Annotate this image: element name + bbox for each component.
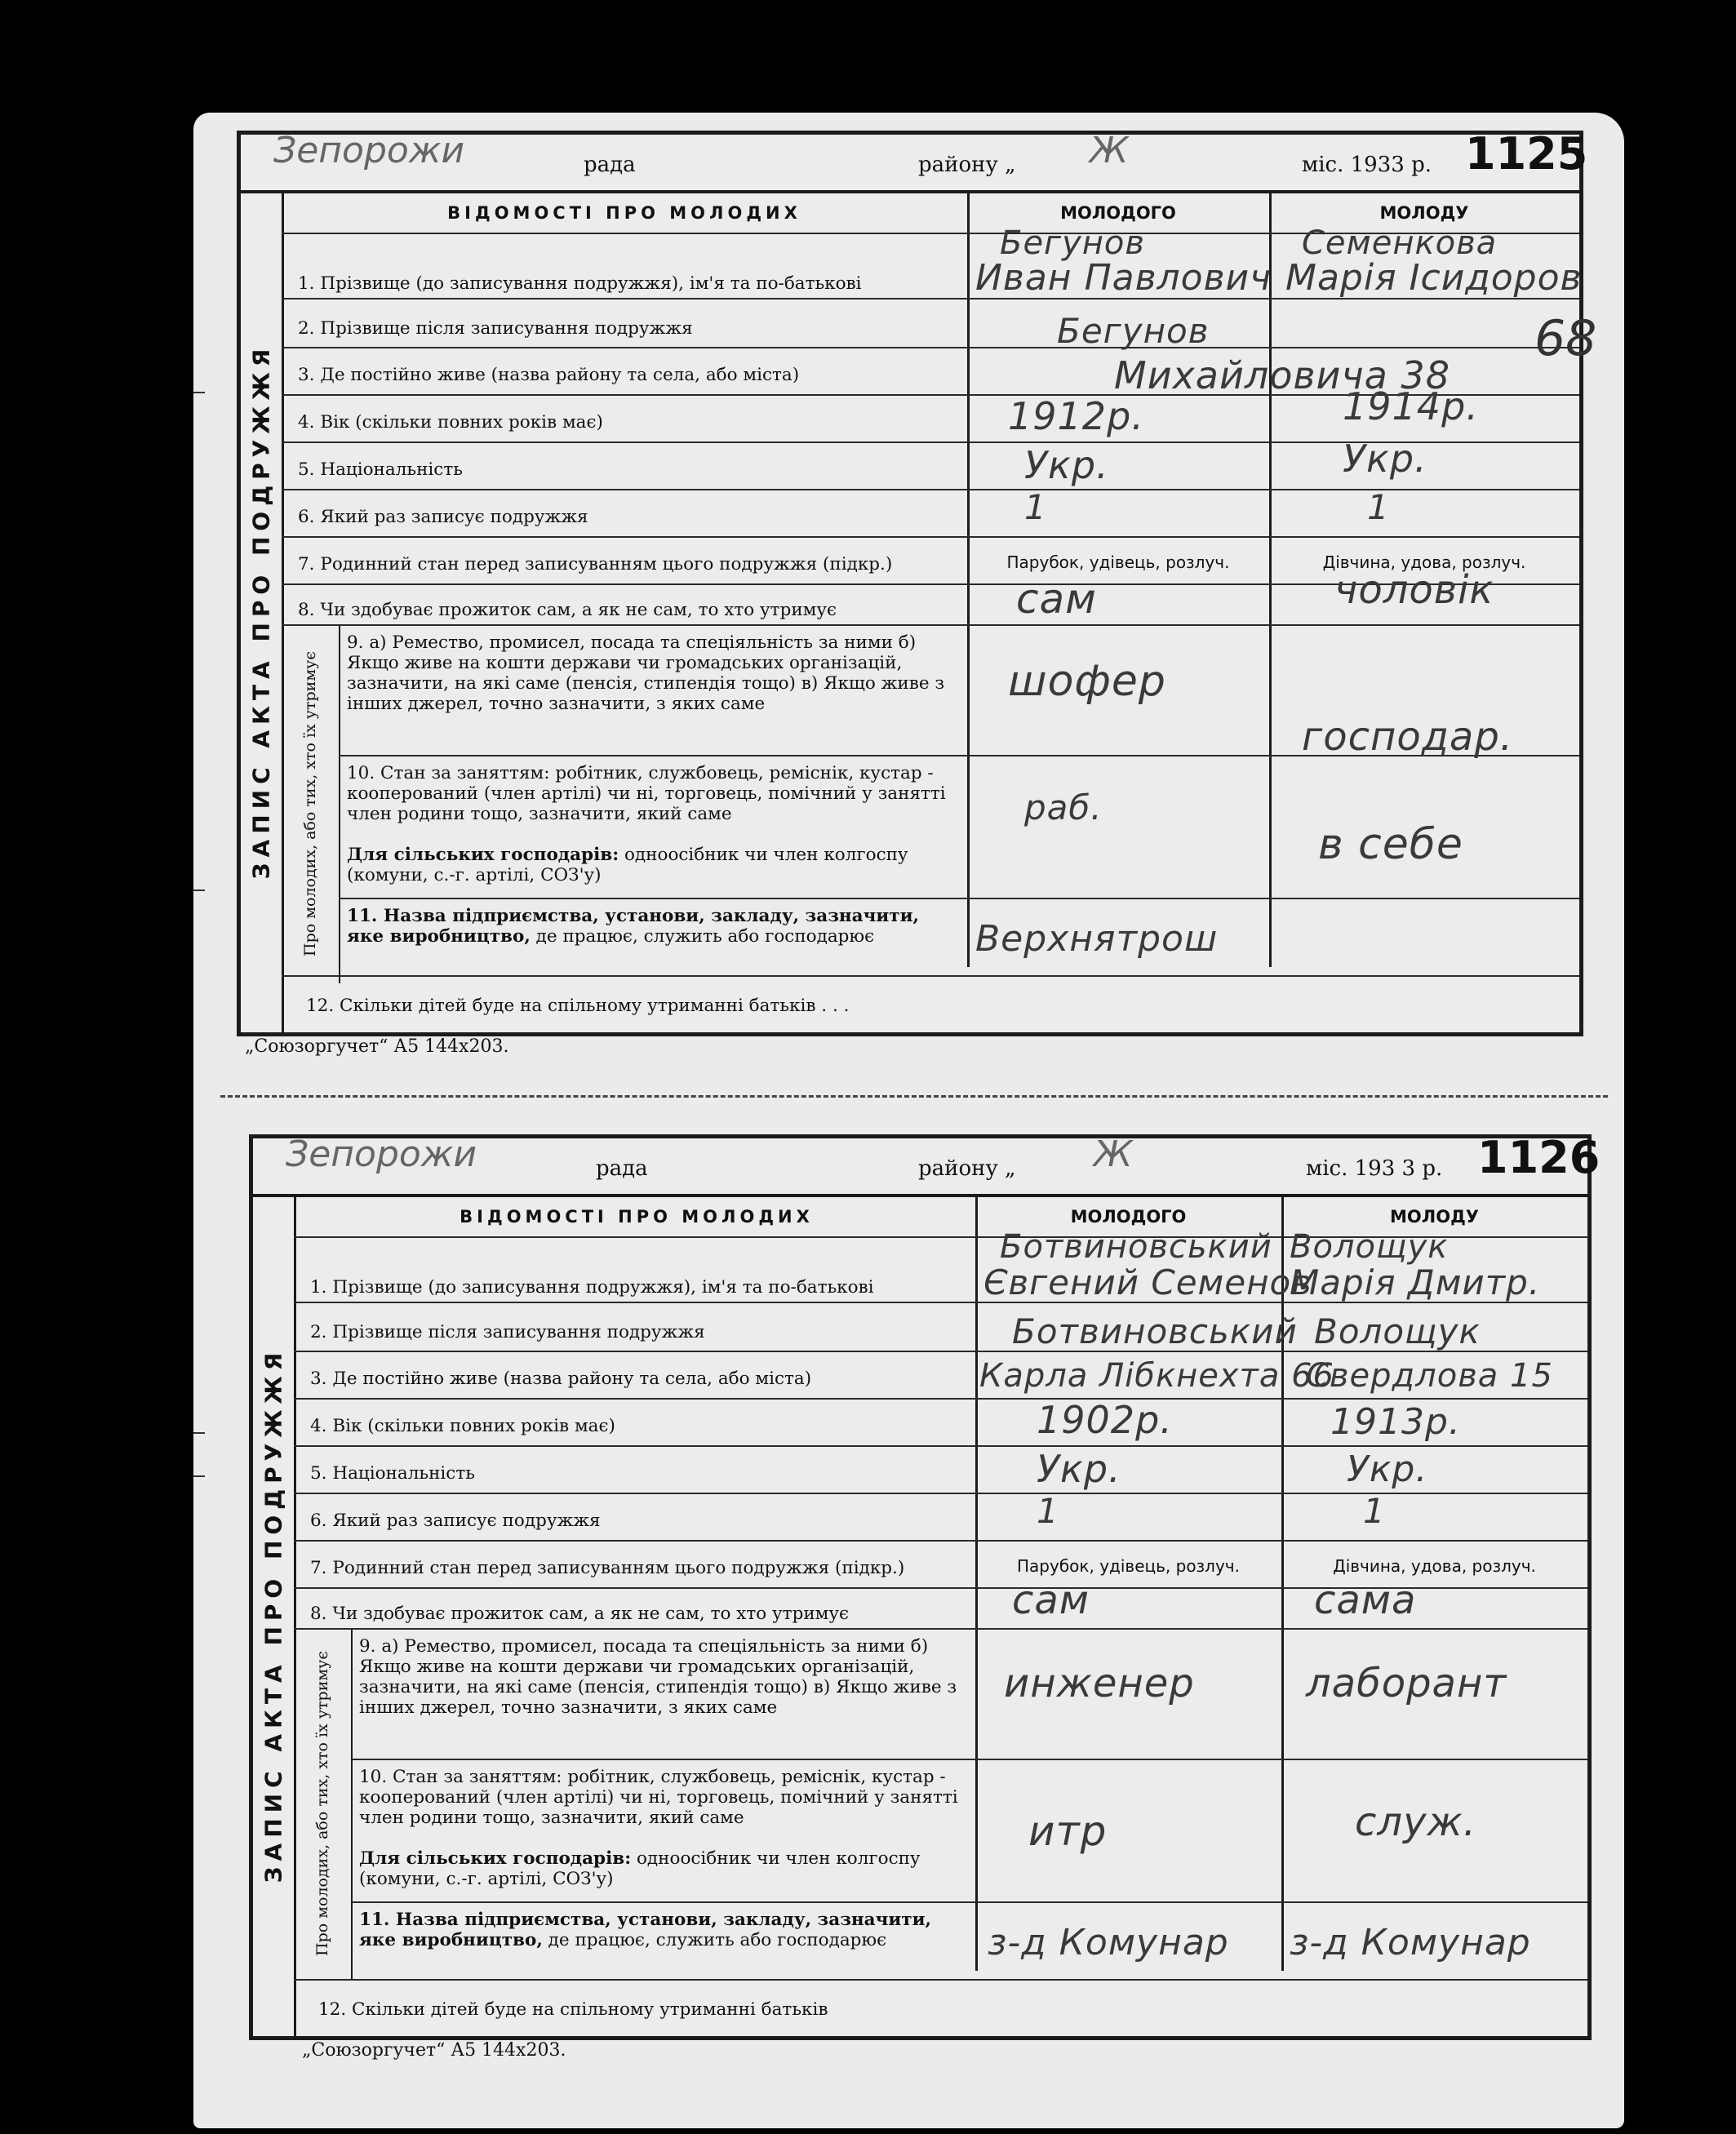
column-divider <box>967 190 970 967</box>
bride-status: в себе <box>1318 820 1463 869</box>
district-handwritten: Ж <box>1094 1134 1133 1175</box>
row-line <box>282 624 1579 626</box>
groom-surname-after: Ботвиновський <box>1012 1311 1298 1351</box>
question-6: 6. Який раз записує подружжя <box>298 507 588 527</box>
margin-tick <box>193 392 205 393</box>
column-divider <box>1269 190 1272 967</box>
council-name-handwritten: Зепорожи <box>286 1134 477 1175</box>
bride-surname-before: Семенкова <box>1302 224 1498 262</box>
question-6: 6. Який раз записує подружжя <box>310 1511 601 1531</box>
groom-address: Карла Лібкнехта 66 <box>979 1357 1334 1395</box>
groom-name: Иван Павлович <box>975 257 1272 299</box>
side-title-column <box>241 190 284 1032</box>
form-footer: „Союзоргучет“ А5 144x203. <box>302 2040 566 2061</box>
groom-workplace: Верхнятрош <box>975 918 1219 960</box>
question-11-text: де працює, служить або господарює <box>535 926 875 947</box>
council-label: рада <box>584 153 636 177</box>
column-divider <box>975 1194 978 1971</box>
row-line <box>351 1901 1587 1903</box>
groom-livelihood: сам <box>1016 575 1097 623</box>
question-2: 2. Прізвище після записування подружжя <box>298 318 693 339</box>
question-9: 9. а) Ремество, промисел, посада та спеціяльність за ними б) Якщо живе на кошти держави чи громадських організацій, зазначити, на які саме (пенсія, стипендія тощо) в) Якщо живе з інших джерел, точно зазначити, з яких саме <box>347 632 945 714</box>
question-8: 8. Чи здобуває прожиток сам, а як не сам, то хто утримує <box>298 600 837 620</box>
groom-times: 1 <box>1024 487 1047 527</box>
question-10-farmers-text: одноосібник чи член колгоспу (комуни, с.-г. артілі, СОЗ'у) <box>359 1848 921 1889</box>
bride-occupation: лаборант <box>1306 1661 1507 1706</box>
marriage-record-form-2 <box>249 1132 1601 2040</box>
question-11 <box>359 1910 967 1950</box>
groom-status: раб. <box>1024 787 1103 827</box>
question-10-farmers <box>359 1848 967 1889</box>
bride-times: 1 <box>1367 487 1390 527</box>
bride-surname-before: Волощук <box>1290 1228 1449 1266</box>
council-name-handwritten: Зепорожи <box>273 130 465 171</box>
margin-note: 68 <box>1534 310 1597 367</box>
question-10-farmers-text: одноосібник чи член колгоспу (комуни, с.-г. артілі, СОЗ'у) <box>347 845 908 885</box>
groom-occupation: инженер <box>1004 1661 1195 1706</box>
margin-tick <box>193 1475 205 1477</box>
question-2: 2. Прізвище після записування подружжя <box>310 1322 705 1342</box>
groom-times: 1 <box>1037 1491 1059 1531</box>
bride-surname-after: Волощук <box>1314 1311 1481 1351</box>
groom-workplace: з-д Комунар <box>988 1922 1229 1963</box>
form-footer: „Союзоргучет“ А5 144x203. <box>245 1036 509 1057</box>
question-3: 3. Де постійно живе (назва району та села, або міста) <box>310 1369 812 1389</box>
groom-surname-after: Бегунов <box>1057 311 1210 351</box>
row-line <box>294 1445 1587 1447</box>
bride-workplace: з-д Комунар <box>1290 1922 1531 1963</box>
cut-line <box>220 1095 1608 1098</box>
sub-side-column <box>282 624 340 983</box>
groom-occupation: шофер <box>1008 657 1166 706</box>
bride-name: Марія Дмитр. <box>1290 1262 1541 1302</box>
question-10-farmers-label: Для сільських господарів: <box>359 1848 632 1869</box>
month-label: міс. 193 3 р. <box>1306 1156 1443 1181</box>
question-4: 4. Вік (скільки повних років має) <box>298 412 603 433</box>
question-1: 1. Прізвище (до записування подружжя), ім'я та по-батькові <box>310 1277 874 1298</box>
groom-surname-before: Бегунов <box>1000 224 1145 262</box>
question-12: 12. Скільки дітей буде на спільному утриманні батьків <box>318 1999 828 2020</box>
question-5: 5. Національність <box>298 459 463 480</box>
margin-tick <box>193 890 205 891</box>
question-11 <box>347 906 959 947</box>
bride-status-options: Дівчина, удова, розлуч. <box>1333 1556 1536 1576</box>
groom-surname-before: Ботвиновський <box>1000 1228 1272 1266</box>
row-line <box>294 1628 1587 1630</box>
bride-livelihood: чоловік <box>1334 567 1494 613</box>
bride-status: служ. <box>1355 1799 1476 1845</box>
column-divider <box>1281 1194 1284 1971</box>
bride-age: 1913р. <box>1330 1401 1461 1443</box>
groom-nationality: Укр. <box>1037 1447 1121 1491</box>
bride-address: Свердлова 15 <box>1306 1357 1553 1395</box>
row-line <box>294 1398 1587 1400</box>
bride-livelihood: сама <box>1314 1577 1417 1623</box>
row-line <box>339 898 1579 899</box>
question-11-text: де працює, служить або господарює <box>548 1930 887 1950</box>
bride-status-options: Дівчина, удова, розлуч. <box>1322 552 1526 572</box>
question-10-farmers-label: Для сільських господарів: <box>347 845 619 865</box>
question-4: 4. Вік (скільки повних років має) <box>310 1416 615 1436</box>
question-7: 7. Родинний стан перед записуванням цього подружжя (підкр.) <box>298 554 893 575</box>
side-title-column <box>253 1194 296 2036</box>
column-header-groom: МОЛОДОГО <box>1060 203 1176 223</box>
groom-status: итр <box>1028 1808 1108 1855</box>
question-5: 5. Національність <box>310 1463 475 1484</box>
question-8: 8. Чи здобуває прожиток сам, а як не сам, то хто утримує <box>310 1604 850 1624</box>
question-3: 3. Де постійно живе (назва району та села, або міста) <box>298 365 800 385</box>
district-handwritten: Ж <box>1090 130 1129 171</box>
column-header-groom: МОЛОДОГО <box>1070 1207 1187 1227</box>
groom-age: 1902р. <box>1037 1398 1173 1442</box>
column-header-bride: МОЛОДУ <box>1390 1207 1479 1227</box>
sub-side-column <box>294 1628 353 1979</box>
sub-side-title: Про молодих, або тих, хто їх утримує <box>313 1651 331 1956</box>
bride-name: Марія Ісидоров <box>1285 257 1583 299</box>
district-label: району „ <box>918 153 1016 177</box>
question-10: 10. Стан за заняттям: робітник, службовець, реміснік, кустар - кооперований (член артілі) чи ні, торговець, помічний у занятті член родини тощо, зазначити, який саме <box>359 1767 958 1828</box>
row-line <box>282 536 1579 538</box>
row-line <box>294 1979 1587 1981</box>
form-header <box>241 128 1588 193</box>
row-line <box>282 975 1579 977</box>
form-header <box>253 1132 1601 1197</box>
row-line <box>282 347 1579 348</box>
marriage-record-form-1 <box>237 128 1588 1036</box>
record-number: 1125 <box>1465 128 1588 180</box>
month-label: міс. 1933 р. <box>1302 153 1432 177</box>
groom-status-options: Парубок, удівець, розлуч. <box>1006 552 1230 572</box>
groom-name: Євгений Семенов <box>983 1262 1312 1302</box>
row-line <box>294 1540 1587 1542</box>
groom-livelihood: сам <box>1012 1577 1090 1623</box>
groom-age: 1912р. <box>1008 394 1144 438</box>
side-title: ЗАПИС АКТА ПРО ПОДРУЖЖЯ <box>260 1347 287 1883</box>
bride-nationality: Укр. <box>1347 1449 1428 1490</box>
column-header-bride: МОЛОДУ <box>1379 203 1469 223</box>
column-header-info: ВІДОМОСТІ ПРО МОЛОДИХ <box>460 1207 814 1227</box>
bride-nationality: Укр. <box>1343 437 1427 481</box>
record-number: 1126 <box>1477 1132 1601 1183</box>
groom-status-options: Парубок, удівець, розлуч. <box>1017 1556 1240 1576</box>
sub-side-title: Про молодих, або тих, хто їх утримує <box>301 651 319 956</box>
margin-tick <box>193 1432 205 1434</box>
district-label: району „ <box>918 1156 1016 1181</box>
question-10-farmers <box>347 845 959 885</box>
question-12: 12. Скільки дітей буде на спільному утриманні батьків . . . <box>306 996 850 1016</box>
bride-occupation: господар. <box>1302 714 1514 760</box>
question-10: 10. Стан за заняттям: робітник, службовець, реміснік, кустар - кооперований (член артілі) чи ні, торговець, помічний у занятті член родини тощо, зазначити, який саме <box>347 763 946 824</box>
bride-times: 1 <box>1363 1491 1386 1531</box>
groom-nationality: Укр. <box>1024 443 1109 487</box>
row-line <box>294 1493 1587 1494</box>
side-title: ЗАПИС АКТА ПРО ПОДРУЖЖЯ <box>247 343 275 880</box>
question-11-label: 11. Назва підприємства, установи, закладу, зазначити, яке виробництво, <box>359 1910 932 1950</box>
row-line <box>351 1759 1587 1760</box>
groom-address: Михайловича 38 <box>1114 353 1450 397</box>
question-9: 9. а) Ремество, промисел, посада та спеціяльність за ними б) Якщо живе на кошти держави чи громадських організацій, зазначити, на які саме (пенсія, стипендія тощо) в) Якщо живе з інших джерел, точно зазначити, з яких саме <box>359 1636 957 1718</box>
question-1: 1. Прізвище (до записування подружжя), ім'я та по-батькові <box>298 273 862 294</box>
question-11-label: 11. Назва підприємства, установи, закладу, зазначити, яке виробництво, <box>347 906 920 947</box>
column-header-info: ВІДОМОСТІ ПРО МОЛОДИХ <box>447 203 801 223</box>
bride-age: 1914р. <box>1343 384 1479 428</box>
council-label: рада <box>596 1156 648 1181</box>
question-7: 7. Родинний стан перед записуванням цього подружжя (підкр.) <box>310 1558 905 1578</box>
